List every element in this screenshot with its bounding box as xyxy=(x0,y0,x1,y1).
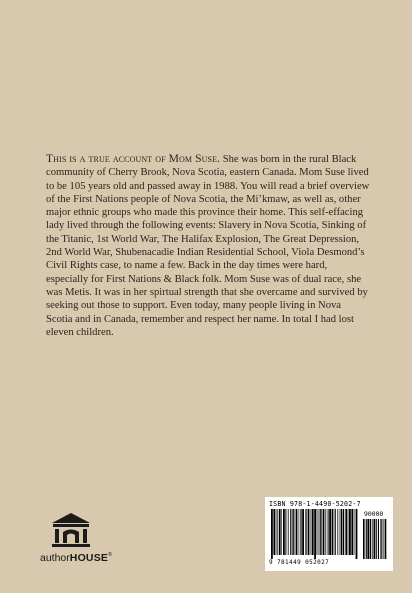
barcode-bar xyxy=(312,509,314,555)
barcode-bar xyxy=(276,509,277,555)
barcode-bar xyxy=(292,509,293,555)
publisher-logo xyxy=(40,512,120,572)
barcode-bar xyxy=(332,509,334,555)
barcode-bar xyxy=(296,509,298,555)
barcode-bar xyxy=(287,509,288,555)
barcode-bar xyxy=(285,509,286,555)
barcode-bar xyxy=(288,509,289,555)
barcode-bar xyxy=(318,509,319,555)
barcode-bar xyxy=(293,509,294,555)
barcode-addon-bar xyxy=(363,519,365,559)
barcode-bar xyxy=(277,509,278,555)
barcode-bar xyxy=(311,509,312,555)
isbn-barcode xyxy=(265,497,393,571)
barcode-addon-bar xyxy=(381,519,382,559)
barcode-bar xyxy=(329,509,331,555)
barcode-bar xyxy=(317,509,318,555)
authorhouse-logo-icon xyxy=(50,512,92,548)
barcode-bar xyxy=(323,509,325,555)
barcode-bar xyxy=(354,509,355,555)
barcode-bar xyxy=(283,509,285,555)
barcode-bar xyxy=(343,509,344,555)
barcode-bar xyxy=(325,509,326,555)
isbn-number: ISBN 978-1-4490-5202-7 xyxy=(269,500,361,508)
barcode-bar xyxy=(335,509,336,555)
barcode-bar xyxy=(279,509,281,555)
barcode-bar xyxy=(337,509,338,555)
barcode-addon-bar xyxy=(376,519,377,559)
barcode-bar xyxy=(356,509,358,559)
barcode-addon-bar xyxy=(370,519,372,559)
barcode-addon-bar xyxy=(378,519,379,559)
barcode-bar xyxy=(299,509,300,555)
barcode-bar xyxy=(273,509,275,555)
blurb-lead: This is a true account of Mom Suse. xyxy=(46,152,221,165)
barcode-bar xyxy=(306,509,307,555)
barcode-bar xyxy=(341,509,343,555)
barcode-bar xyxy=(290,509,291,555)
barcode-addon-digits: 90000 xyxy=(364,510,384,518)
barcode-bar xyxy=(302,509,304,555)
barcode-bar xyxy=(351,509,353,555)
barcode-bar xyxy=(271,509,273,559)
barcode-bar xyxy=(328,509,329,555)
barcode-digits: 9 781449 052027 xyxy=(269,559,330,566)
barcode-bar xyxy=(308,509,310,555)
barcode-bar xyxy=(314,509,316,559)
barcode-addon-bar xyxy=(385,519,387,559)
barcode-bar xyxy=(348,509,349,555)
barcode-bar xyxy=(327,509,328,555)
barcode-addon-bar xyxy=(372,519,373,559)
barcode-bar xyxy=(345,509,347,555)
barcode-bar xyxy=(321,509,322,555)
cover-blurb xyxy=(46,152,370,339)
barcode-bars xyxy=(269,509,389,559)
barcode-bar xyxy=(349,509,351,555)
barcode-addon-bar xyxy=(384,519,385,559)
barcode-addon-bar xyxy=(367,519,369,559)
barcode-bar xyxy=(320,509,321,555)
barcode-addon-bar xyxy=(380,519,381,559)
barcode-bar xyxy=(281,509,282,555)
publisher-name: authorHOUSE® xyxy=(40,552,112,564)
barcode-bar xyxy=(339,509,340,555)
barcode-addon-bar xyxy=(374,519,376,559)
barcode-addon-bar xyxy=(366,519,367,559)
blurb-body: She was born in the rural Black community of Cherry Brook, Nova Scotia, eastern Canada. Mom Suse lived to be 105 years old and passed away in 1988. You will read a brief overview of the First Nations people of Nova Scotia, the Mi’kmaw, as well as, other major ethnic groups who made this province their home. This self-effacing lady lived through the following events: Slavery in Nova Scotia, Sinking of the Titanic, 1st World War, The Halifax Explosion, The Great Depression, 2nd World War, Shubenacadie Indian Residential School, Viola Desmond’s Civil Rights case, to name a few. Back in the day times were hard, especially for First Nations & Black folk. Mom Suse was of dual race, she was Metis. It was in her spirtual strength that she overcame and survived by seeking out those to support. Even today, many people living in Nova Scotia and in Canada, remember and respect her name. In total I had lost eleven children. xyxy=(46,154,370,338)
barcode-bar xyxy=(300,509,301,555)
barcode-bar xyxy=(305,509,306,555)
